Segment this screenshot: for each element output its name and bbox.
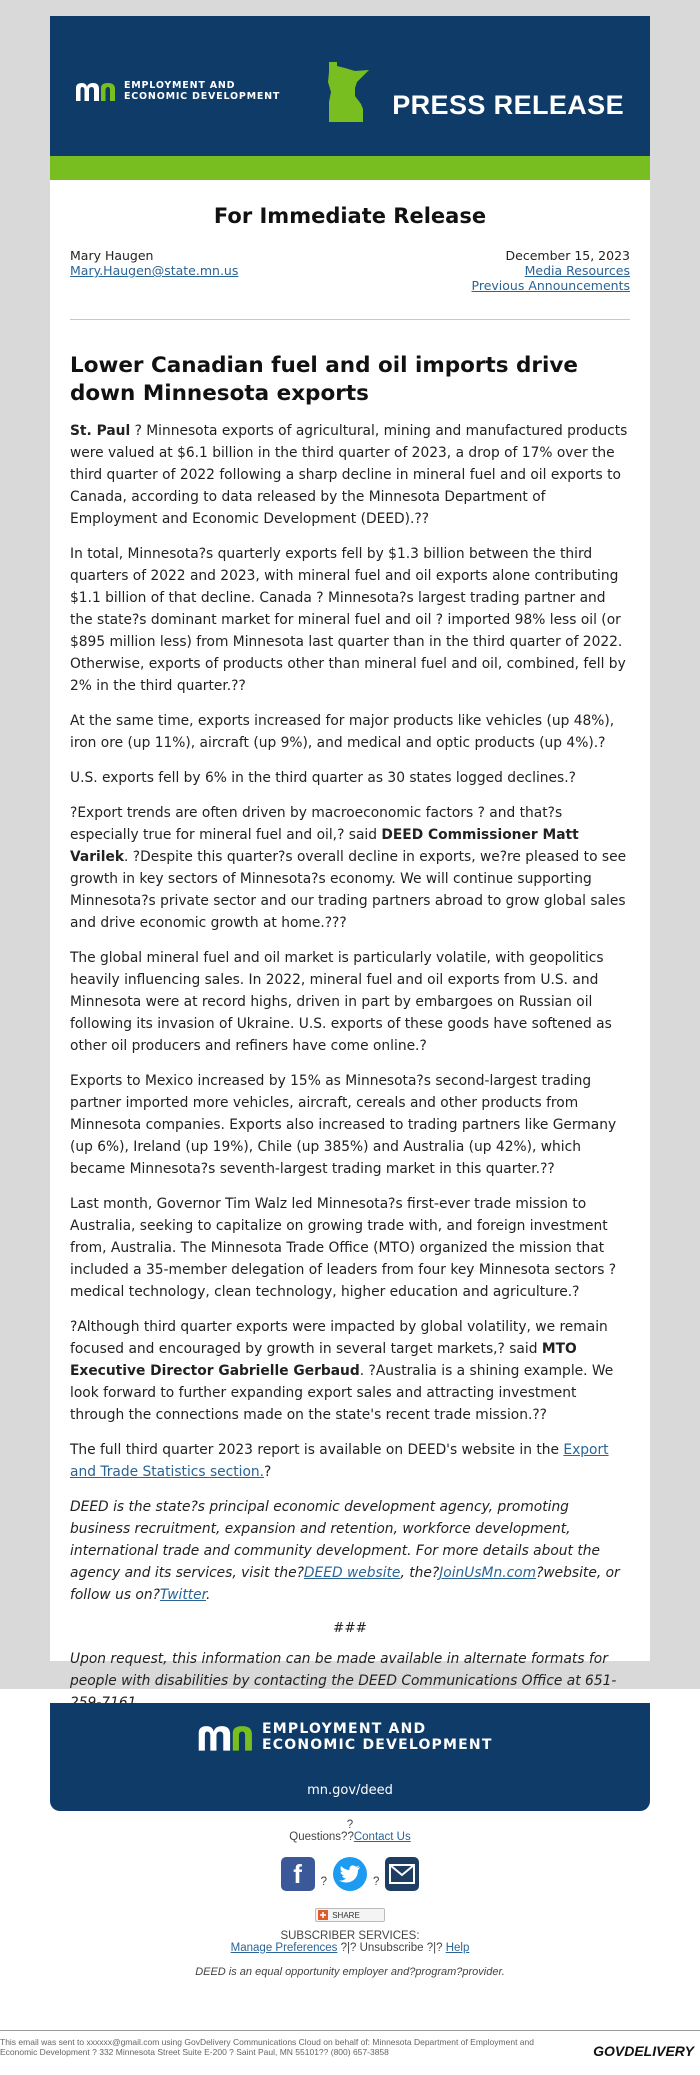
contact-name: Mary Haugen <box>70 248 154 263</box>
paragraph-9-quote: ?Although third quarter exports were impacted by global volatility, we remain focused and encouraged by growth in several target markets,? said MTO Executive Director Gabrielle Gerbaud. ?Australia is a shining example. We look forward to further expanding export sales and attracting investment through the connections made on the state's recent trade mission.?? <box>70 1319 614 1423</box>
paragraph-3: At the same time, exports increased for major products like vehicles (up 48%), iron ore (up 11%), aircraft (up 9%), and medical and optic products (up 4%).? <box>70 713 615 751</box>
press-release-title: PRESS RELEASE <box>392 90 624 120</box>
subscriber-links: Manage Preferences ?|? Unsubscribe ?|? Help <box>230 1942 470 1954</box>
paragraph-7: Exports to Mexico increased by 15% as Minnesota?s second-largest trading partner imported more vehicles, aircraft, cereals and other products from Minnesota companies. Exports also increased to trading partners like Germany (up 6%), Ireland (up 19%), Chile (up 385%) and Australia (up 42%), which became Minnesota?s seventh-largest trading market in this quarter.?? <box>70 1073 617 1177</box>
email-icon[interactable] <box>385 1857 419 1891</box>
joinusmn-link[interactable]: JoinUsMn.com <box>439 1565 537 1581</box>
eoe-statement: DEED is an equal opportunity employer and?program?provider. <box>195 1966 505 1978</box>
contact-block <box>70 248 630 293</box>
govdelivery-bar <box>0 2030 700 2059</box>
divider <box>70 319 630 320</box>
share-icon <box>318 1910 328 1920</box>
export-statistics-link[interactable]: Export and Trade Statistics section. <box>70 1442 609 1480</box>
footer <box>0 1689 700 1978</box>
mn-logo-icon <box>74 81 118 101</box>
share-button[interactable]: SHARE <box>315 1908 385 1922</box>
footer-url[interactable]: mn.gov/deed <box>307 1783 393 1798</box>
previous-announcements-link[interactable]: Previous Announcements <box>471 278 630 293</box>
paragraph-10: The full third quarter 2023 report is available on DEED's website in the Export and Trade Statistics section.? <box>70 1442 609 1480</box>
govdelivery-logo[interactable]: GOVDELIVERY <box>593 2043 694 2059</box>
article-title: Lower Canadian fuel and oil imports drive down Minnesota exports <box>70 353 579 406</box>
help-link[interactable]: Help <box>445 1942 470 1954</box>
green-accent-bar <box>50 156 650 180</box>
end-marker: ### <box>333 1620 367 1636</box>
deed-logo <box>74 80 280 102</box>
footer-spacer: ? <box>346 1819 354 1831</box>
release-date: December 15, 2023 <box>505 248 630 263</box>
press-release-card <box>50 16 650 1689</box>
paragraph-5-quote: ?Export trends are often driven by macroeconomic factors ? and that?s especially true for mineral fuel and oil,? said DEED Commissioner Matt Varilek. ?Despite this quarter?s overall decline in exports, we?re pleased to see growth in key sectors of Minnesota?s economy. We will continue supporting Minnesota?s private sector and our trading partners abroad to grow global sales and drive economic growth at home.??? <box>70 805 627 931</box>
twitter-link[interactable]: Twitter <box>159 1587 207 1603</box>
sent-notice: This email was sent to xxxxxx@gmail.com using GovDelivery Communications Cloud on behalf of: Minnesota Department of Employment and Economic Development ? 332 Minnesota Street Suite E-200 ? Saint Paul, MN 55101?? (800) 657-3858 <box>0 2037 534 2057</box>
minnesota-state-icon <box>325 62 377 122</box>
mn-logo-icon <box>196 1723 256 1751</box>
social-links: f ? ? <box>0 1857 700 1891</box>
footer-logo-text: EMPLOYMENT AND ECONOMIC DEVELOPMENT <box>262 1721 493 1753</box>
paragraph-2: In total, Minnesota?s quarterly exports fell by $1.3 billion between the third quarters of 2022 and 2023, with mineral fuel and oil exports alone contributing $1.1 billion of that decline. Canada ? Minnesota?s largest trading partner and the state?s dominant market for mineral fuel and oil ? imported 98% less oil (or $895 million less) from Minnesota last quarter than in the third quarter of 2022. Otherwise, exports of products other than mineral fuel and oil, combined, fell by 2% in the third quarter.?? <box>70 546 626 694</box>
about-deed-paragraph: DEED is the state?s principal economic development agency, promoting business recruitment, expansion and retention, workforce development, international trade and community development. For more details about the agency and its services, visit the?DEED website, the?JoinUsMn.com?website, or follow us on?Twitter. <box>70 1499 620 1603</box>
twitter-icon[interactable] <box>333 1857 367 1891</box>
contact-us-link[interactable]: Contact Us <box>353 1831 411 1843</box>
paragraph-4: U.S. exports fell by 6% in the third quarter as 30 states logged declines.? <box>70 770 576 786</box>
media-resources-link[interactable]: Media Resources <box>524 263 630 278</box>
footer-deed-logo <box>196 1721 493 1753</box>
manage-preferences-link[interactable]: Manage Preferences <box>230 1942 338 1954</box>
logo-text: EMPLOYMENT AND ECONOMIC DEVELOPMENT <box>124 80 281 102</box>
subscriber-services-label: SUBSCRIBER SERVICES: <box>280 1930 420 1942</box>
header-banner <box>50 16 650 156</box>
deed-website-link[interactable]: DEED website <box>303 1565 401 1581</box>
paragraph-6: The global mineral fuel and oil market is particularly volatile, with geopolitics heavily influencing sales. In 2022, mineral fuel and oil exports from U.S. and Minnesota were at record highs, driven in part by embargoes on Russian oil following its invasion of Ukraine. U.S. exports of these goods have softened as other oil producers and refiners have come online.? <box>70 950 612 1054</box>
footer-banner <box>50 1703 650 1811</box>
contact-email-link[interactable]: Mary.Haugen@state.mn.us <box>70 263 239 278</box>
paragraph-1: St. Paul ? Minnesota exports of agricultural, mining and manufactured products were valued at $6.1 billion in the third quarter of 2023, a drop of 17% over the third quarter of 2022 following a sharp decline in mineral fuel and oil exports to Canada, according to data released by the Minnesota Department of Employment and Economic Development (DEED).?? <box>70 423 628 527</box>
accessibility-notice: Upon request, this information can be made available in alternate formats for people with disabilities by contacting the DEED Communications Office at 651- <box>70 1651 617 1689</box>
immediate-release-heading: For Immediate Release <box>213 204 487 228</box>
paragraph-8: Last month, Governor Tim Walz led Minnesota?s first-ever trade mission to Australia, seeking to capitalize on growing trade with, and foreign investment from, Australia. The Minnesota Trade Office (MTO) organized the mission that included a 35-member delegation of leaders from four key Minnesota sectors ? medical technology, clean technology, higher education and agriculture.? <box>70 1196 617 1300</box>
facebook-icon[interactable]: f <box>281 1857 315 1891</box>
questions-line: Questions??Contact Us <box>289 1831 411 1843</box>
